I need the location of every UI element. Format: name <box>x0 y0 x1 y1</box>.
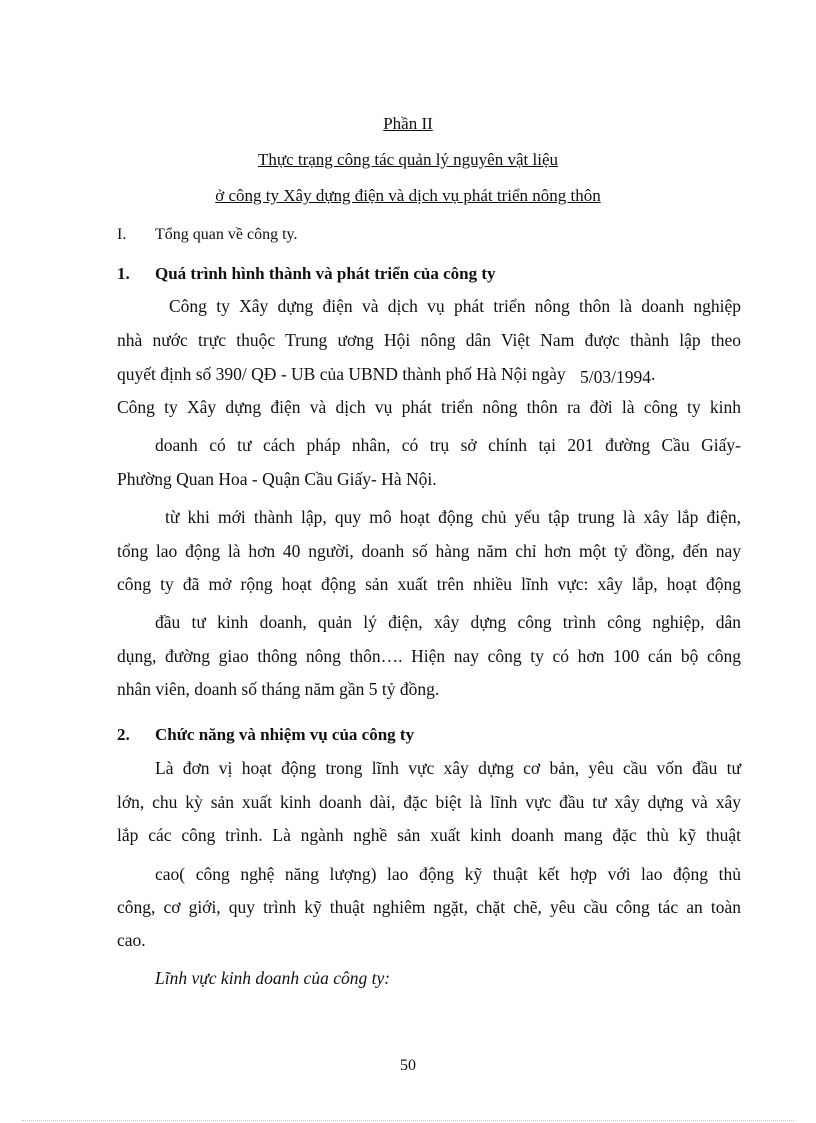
para2-line-1: từ khi mới thành lập, quy mô hoạt động chủ yếu tập trung là xây lắp điện, <box>165 507 741 527</box>
italic-subheading: Lĩnh vực kinh doanh của công ty: <box>155 968 391 988</box>
para2-line-2: tổng lao động là hơn 40 người, doanh số hàng năm chỉ hơn một tỷ đồng, đến nay <box>117 541 741 561</box>
para3-line-1: Là đơn vị hoạt động trong lĩnh vực xây dựng cơ bản, yêu cầu vốn đầu tư <box>155 758 741 778</box>
founding-date: 5/03/1994 <box>580 367 651 387</box>
para1-line-3-text: quyết định số 390/ QĐ - UB của UBND thành phố Hà Nội ngày <box>117 364 566 384</box>
para1-line-1: Công ty Xây dựng điện và dịch vụ phát triển nông thôn là doanh nghiệp <box>169 296 741 316</box>
para1-line-3-period: . <box>651 364 656 384</box>
heading-1-title: Quá trình hình thành và phát triển của công ty <box>155 264 496 283</box>
para1-line-5: doanh có tư cách pháp nhân, có trụ sở chính tại 201 đường Cầu Giấy- <box>155 435 741 455</box>
para2-line-6: nhân viên, doanh số tháng năm gần 5 tỷ đồng. <box>117 679 440 699</box>
page-bottom-divider <box>22 1120 794 1121</box>
para3-line-6: cao. <box>117 930 146 950</box>
para1-line-6: Phường Quan Hoa - Quận Cầu Giấy- Hà Nội. <box>117 469 437 489</box>
part-title-line-1: Thực trạng công tác quản lý nguyên vật liệu <box>257 150 558 169</box>
part-title-line-2: ở công ty Xây dựng điện và dịch vụ phát triển nông thôn <box>215 186 601 205</box>
para3-line-4: cao( công nghệ năng lượng) lao động kỹ thuật kết hợp với lao động thủ <box>155 864 741 884</box>
para1-line-3 <box>117 364 655 385</box>
para2-line-4: đầu tư kinh doanh, quản lý điện, xây dựng công trình công nghiệp, dân <box>155 612 741 632</box>
page-number: 50 <box>400 1057 416 1074</box>
section-title: Tổng quan về công ty. <box>155 226 298 243</box>
para2-line-3: công ty đã mở rộng hoạt động sản xuất trên nhiều lĩnh vực: xây lắp, hoạt động <box>117 574 741 594</box>
part-label: Phần II <box>383 114 433 133</box>
section-number: I. <box>117 226 127 243</box>
para3-line-2: lớn, chu kỳ sản xuất kinh doanh dài, đặc biệt là lĩnh vực đầu tư xây dựng và xây <box>117 792 741 812</box>
para1-line-4: Công ty Xây dựng điện và dịch vụ phát triển nông thôn ra đời là công ty kinh <box>117 397 741 417</box>
para3-line-5: công, cơ giới, quy trình kỹ thuật nghiêm ngặt, chặt chẽ, yêu cầu công tác an toàn <box>117 897 741 917</box>
heading-2-number: 2. <box>117 725 130 744</box>
para3-line-3: lắp các công trình. Là ngành nghề sản xuất kinh doanh mang đặc thù kỹ thuật <box>117 825 741 845</box>
heading-1-number: 1. <box>117 264 130 283</box>
heading-2-title: Chức năng và nhiệm vụ của công ty <box>155 725 415 744</box>
para1-line-2: nhà nước trực thuộc Trung ương Hội nông dân Việt Nam được thành lập theo <box>117 330 741 350</box>
para2-line-5: dụng, đường giao thông nông thôn…. Hiện nay công ty có hơn 100 cán bộ công <box>117 646 741 666</box>
